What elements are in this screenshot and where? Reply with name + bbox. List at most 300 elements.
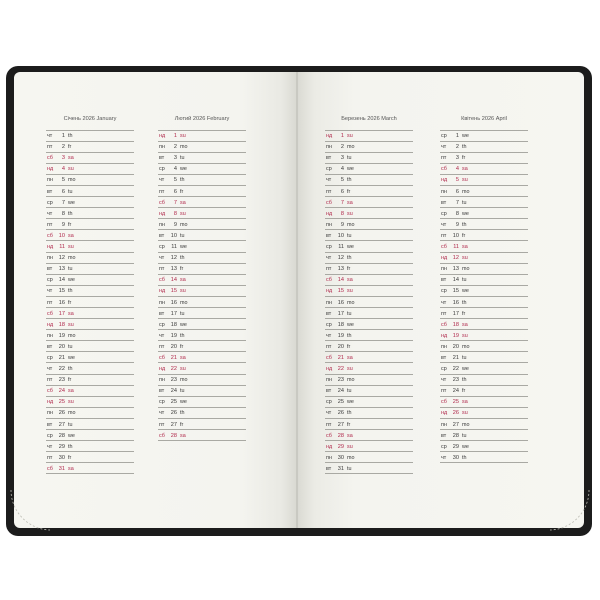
weekday-ua: нд bbox=[47, 166, 54, 173]
weekday-ua: пн bbox=[441, 266, 447, 273]
day-row bbox=[158, 286, 246, 297]
day-row bbox=[158, 253, 246, 264]
day-number: 2 bbox=[340, 144, 344, 151]
weekday-ua: чт bbox=[47, 133, 53, 140]
day-number: 18 bbox=[337, 321, 344, 328]
day-row bbox=[46, 153, 134, 164]
day-number: 1 bbox=[173, 133, 177, 140]
weekday-en: su bbox=[462, 255, 468, 262]
weekday-en: sa bbox=[68, 232, 74, 239]
weekday-en: su bbox=[180, 210, 186, 217]
weekday-en: fr bbox=[68, 377, 72, 384]
day-number: 31 bbox=[58, 465, 65, 472]
weekday-en: we bbox=[180, 321, 187, 328]
day-row bbox=[46, 330, 134, 341]
day-row bbox=[46, 253, 134, 264]
page-corner-left bbox=[8, 488, 54, 534]
day-number: 1 bbox=[61, 133, 65, 140]
day-row bbox=[325, 430, 413, 441]
weekday-ua: чт bbox=[441, 299, 447, 306]
weekday-en: tu bbox=[462, 277, 467, 284]
weekday-en: mo bbox=[462, 421, 470, 428]
day-number: 30 bbox=[58, 454, 65, 461]
day-number: 16 bbox=[452, 299, 459, 306]
day-row bbox=[46, 308, 134, 319]
weekday-ua: вт bbox=[326, 155, 332, 162]
day-number: 9 bbox=[455, 221, 459, 228]
weekday-ua: чт bbox=[47, 210, 53, 217]
day-number: 4 bbox=[61, 166, 65, 173]
weekday-ua: вт bbox=[326, 465, 332, 472]
day-number: 25 bbox=[58, 399, 65, 406]
weekday-ua: ср bbox=[159, 166, 165, 173]
day-number: 3 bbox=[173, 155, 177, 162]
weekday-en: fr bbox=[347, 343, 351, 350]
day-row bbox=[46, 408, 134, 419]
day-number: 22 bbox=[337, 366, 344, 373]
day-row bbox=[46, 430, 134, 441]
day-row bbox=[440, 308, 528, 319]
day-number: 28 bbox=[170, 432, 177, 439]
weekday-ua: пн bbox=[47, 410, 53, 417]
day-number: 1 bbox=[340, 133, 344, 140]
day-number: 30 bbox=[337, 454, 344, 461]
day-row bbox=[440, 319, 528, 330]
day-row bbox=[158, 386, 246, 397]
weekday-en: mo bbox=[180, 221, 188, 228]
day-number: 2 bbox=[455, 144, 459, 151]
day-row bbox=[325, 197, 413, 208]
day-number: 25 bbox=[452, 399, 459, 406]
weekday-ua: пн bbox=[47, 177, 53, 184]
day-row bbox=[46, 452, 134, 463]
day-number: 9 bbox=[61, 221, 65, 228]
day-row bbox=[158, 319, 246, 330]
day-number: 7 bbox=[340, 199, 344, 206]
weekday-en: su bbox=[68, 166, 74, 173]
day-number: 17 bbox=[337, 310, 344, 317]
day-row bbox=[440, 164, 528, 175]
day-row bbox=[325, 463, 413, 474]
day-number: 28 bbox=[452, 432, 459, 439]
day-row bbox=[158, 197, 246, 208]
weekday-en: tu bbox=[68, 343, 73, 350]
weekday-ua: вт bbox=[159, 232, 165, 239]
weekday-en: fr bbox=[347, 421, 351, 428]
day-number: 14 bbox=[170, 277, 177, 284]
day-number: 8 bbox=[340, 210, 344, 217]
weekday-en: we bbox=[462, 288, 469, 295]
day-row bbox=[325, 230, 413, 241]
weekday-en: sa bbox=[462, 399, 468, 406]
day-row bbox=[158, 419, 246, 430]
weekday-en: su bbox=[180, 288, 186, 295]
day-number: 12 bbox=[58, 255, 65, 262]
weekday-en: we bbox=[462, 210, 469, 217]
day-number: 18 bbox=[58, 321, 65, 328]
weekday-ua: пн bbox=[47, 332, 53, 339]
day-row bbox=[158, 208, 246, 219]
weekday-en: su bbox=[347, 366, 353, 373]
day-number: 9 bbox=[173, 221, 177, 228]
weekday-en: we bbox=[462, 133, 469, 140]
day-number: 1 bbox=[455, 133, 459, 140]
weekday-ua: ср bbox=[47, 432, 53, 439]
weekday-ua: чт bbox=[441, 377, 447, 384]
weekday-ua: вт bbox=[159, 155, 165, 162]
weekday-ua: чт bbox=[47, 288, 53, 295]
day-number: 11 bbox=[453, 244, 459, 251]
day-number: 15 bbox=[170, 288, 177, 295]
weekday-en: th bbox=[180, 255, 185, 262]
day-row bbox=[325, 363, 413, 374]
weekday-en: mo bbox=[462, 266, 470, 273]
weekday-en: fr bbox=[462, 232, 466, 239]
day-row bbox=[46, 208, 134, 219]
day-row bbox=[440, 397, 528, 408]
weekday-ua: пн bbox=[326, 144, 332, 151]
day-number: 13 bbox=[452, 266, 459, 273]
weekday-en: sa bbox=[68, 310, 74, 317]
weekday-ua: вт bbox=[159, 388, 165, 395]
weekday-ua: сб bbox=[47, 232, 53, 239]
day-row bbox=[440, 230, 528, 241]
weekday-ua: пн bbox=[159, 144, 165, 151]
day-number: 18 bbox=[452, 321, 459, 328]
day-row bbox=[158, 408, 246, 419]
day-row bbox=[46, 419, 134, 430]
day-number: 17 bbox=[452, 310, 459, 317]
weekday-en: sa bbox=[180, 354, 186, 361]
day-number: 29 bbox=[58, 443, 65, 450]
day-row bbox=[440, 275, 528, 286]
weekday-ua: чт bbox=[47, 443, 53, 450]
weekday-en: we bbox=[347, 244, 354, 251]
weekday-ua: нд bbox=[326, 443, 333, 450]
weekday-ua: пт bbox=[47, 144, 53, 151]
day-row bbox=[46, 264, 134, 275]
day-row bbox=[325, 419, 413, 430]
weekday-en: mo bbox=[68, 255, 76, 262]
weekday-ua: чт bbox=[441, 454, 447, 461]
weekday-ua: нд bbox=[47, 399, 54, 406]
day-number: 15 bbox=[337, 288, 344, 295]
weekday-en: fr bbox=[68, 221, 72, 228]
weekday-ua: нд bbox=[159, 366, 166, 373]
weekday-en: mo bbox=[347, 221, 355, 228]
weekday-en: tu bbox=[347, 155, 352, 162]
weekday-en: th bbox=[180, 332, 185, 339]
weekday-en: we bbox=[347, 166, 354, 173]
day-row bbox=[158, 363, 246, 374]
day-row bbox=[325, 175, 413, 186]
day-number: 2 bbox=[173, 144, 177, 151]
day-row bbox=[325, 452, 413, 463]
day-number: 11 bbox=[338, 244, 344, 251]
weekday-ua: пт bbox=[47, 299, 53, 306]
weekday-en: fr bbox=[180, 343, 184, 350]
weekday-en: tu bbox=[462, 432, 467, 439]
day-row bbox=[440, 175, 528, 186]
weekday-ua: нд bbox=[326, 210, 333, 217]
day-number: 25 bbox=[170, 399, 177, 406]
day-row bbox=[440, 363, 528, 374]
weekday-ua: чт bbox=[159, 332, 165, 339]
weekday-ua: ср bbox=[47, 354, 53, 361]
weekday-ua: сб bbox=[326, 432, 332, 439]
weekday-ua: пт bbox=[326, 188, 332, 195]
day-number: 12 bbox=[170, 255, 177, 262]
weekday-ua: пт bbox=[159, 343, 165, 350]
month-title: Лютий 2026 February bbox=[174, 116, 230, 122]
day-row bbox=[325, 208, 413, 219]
day-row bbox=[325, 441, 413, 452]
weekday-ua: нд bbox=[441, 177, 448, 184]
weekday-en: fr bbox=[180, 188, 184, 195]
day-row bbox=[158, 275, 246, 286]
day-number: 5 bbox=[173, 177, 177, 184]
weekday-ua: вт bbox=[326, 232, 332, 239]
weekday-ua: ср bbox=[159, 244, 165, 251]
weekday-ua: нд bbox=[159, 288, 166, 295]
weekday-ua: сб bbox=[326, 199, 332, 206]
day-row bbox=[440, 131, 528, 142]
day-number: 31 bbox=[337, 465, 344, 472]
day-row bbox=[46, 275, 134, 286]
weekday-en: sa bbox=[68, 465, 74, 472]
day-number: 29 bbox=[337, 443, 344, 450]
weekday-en: mo bbox=[68, 177, 76, 184]
day-number: 21 bbox=[58, 354, 65, 361]
day-row bbox=[46, 186, 134, 197]
weekday-en: tu bbox=[347, 465, 352, 472]
day-number: 22 bbox=[58, 366, 65, 373]
day-number: 26 bbox=[58, 410, 65, 417]
day-number: 11 bbox=[171, 244, 177, 251]
weekday-ua: пн bbox=[159, 221, 165, 228]
weekday-en: mo bbox=[68, 332, 76, 339]
day-number: 24 bbox=[58, 388, 65, 395]
weekday-ua: вт bbox=[159, 310, 165, 317]
weekday-en: sa bbox=[68, 388, 74, 395]
day-row bbox=[440, 375, 528, 386]
weekday-ua: чт bbox=[47, 366, 53, 373]
weekday-ua: чт bbox=[326, 410, 332, 417]
weekday-ua: пн bbox=[159, 299, 165, 306]
day-row bbox=[325, 153, 413, 164]
day-number: 14 bbox=[58, 277, 65, 284]
weekday-en: th bbox=[347, 410, 352, 417]
day-row bbox=[158, 375, 246, 386]
day-number: 26 bbox=[170, 410, 177, 417]
day-row bbox=[46, 319, 134, 330]
day-number: 18 bbox=[170, 321, 177, 328]
weekday-en: su bbox=[68, 399, 74, 406]
weekday-en: we bbox=[68, 354, 75, 361]
weekday-ua: нд bbox=[326, 366, 333, 373]
day-row bbox=[46, 352, 134, 363]
day-number: 19 bbox=[337, 332, 344, 339]
day-number: 3 bbox=[61, 155, 65, 162]
weekday-en: tu bbox=[347, 232, 352, 239]
weekday-en: th bbox=[347, 332, 352, 339]
day-row bbox=[325, 297, 413, 308]
weekday-ua: пт bbox=[47, 377, 53, 384]
day-number: 21 bbox=[452, 354, 459, 361]
weekday-ua: чт bbox=[159, 410, 165, 417]
day-row bbox=[440, 441, 528, 452]
weekday-en: th bbox=[68, 133, 73, 140]
day-number: 28 bbox=[58, 432, 65, 439]
weekday-en: fr bbox=[462, 388, 466, 395]
weekday-ua: пн bbox=[326, 377, 332, 384]
weekday-en: th bbox=[68, 288, 73, 295]
weekday-en: tu bbox=[347, 388, 352, 395]
weekday-en: mo bbox=[68, 410, 76, 417]
day-number: 23 bbox=[58, 377, 65, 384]
weekday-en: mo bbox=[347, 454, 355, 461]
day-number: 25 bbox=[337, 399, 344, 406]
day-number: 15 bbox=[58, 288, 65, 295]
weekday-ua: чт bbox=[159, 177, 165, 184]
day-number: 20 bbox=[170, 343, 177, 350]
weekday-ua: сб bbox=[47, 465, 53, 472]
weekday-ua: нд bbox=[326, 288, 333, 295]
weekday-ua: сб bbox=[441, 399, 447, 406]
weekday-ua: вт bbox=[441, 277, 447, 284]
day-row bbox=[440, 341, 528, 352]
weekday-en: we bbox=[347, 399, 354, 406]
day-number: 21 bbox=[337, 354, 344, 361]
day-row bbox=[158, 264, 246, 275]
day-row bbox=[158, 219, 246, 230]
weekday-ua: сб bbox=[47, 388, 53, 395]
weekday-ua: ср bbox=[441, 210, 447, 217]
weekday-en: we bbox=[180, 244, 187, 251]
weekday-en: su bbox=[68, 321, 74, 328]
weekday-en: su bbox=[462, 410, 468, 417]
weekday-ua: пн bbox=[47, 255, 53, 262]
weekday-ua: пт bbox=[441, 310, 447, 317]
weekday-en: we bbox=[180, 166, 187, 173]
weekday-ua: ср bbox=[47, 277, 53, 284]
weekday-en: sa bbox=[462, 321, 468, 328]
day-row bbox=[440, 408, 528, 419]
weekday-en: sa bbox=[462, 166, 468, 173]
weekday-ua: вт bbox=[47, 188, 53, 195]
day-number: 4 bbox=[340, 166, 344, 173]
weekday-ua: сб bbox=[441, 166, 447, 173]
day-row bbox=[325, 142, 413, 153]
day-row bbox=[325, 241, 413, 252]
weekday-en: tu bbox=[462, 354, 467, 361]
day-row bbox=[440, 253, 528, 264]
day-row bbox=[158, 131, 246, 142]
weekday-ua: вт bbox=[326, 388, 332, 395]
weekday-ua: сб bbox=[159, 199, 165, 206]
day-row bbox=[158, 430, 246, 441]
day-row bbox=[46, 441, 134, 452]
day-number: 7 bbox=[455, 199, 459, 206]
weekday-ua: нд bbox=[441, 255, 448, 262]
day-row bbox=[158, 341, 246, 352]
weekday-en: tu bbox=[347, 310, 352, 317]
day-number: 14 bbox=[452, 277, 459, 284]
day-number: 4 bbox=[455, 166, 459, 173]
weekday-ua: ср bbox=[441, 443, 447, 450]
day-row bbox=[158, 142, 246, 153]
weekday-ua: пт bbox=[159, 421, 165, 428]
weekday-en: th bbox=[462, 454, 467, 461]
weekday-ua: чт bbox=[326, 332, 332, 339]
day-row bbox=[46, 142, 134, 153]
day-number: 23 bbox=[170, 377, 177, 384]
day-number: 10 bbox=[452, 232, 459, 239]
day-number: 16 bbox=[170, 299, 177, 306]
day-number: 17 bbox=[58, 310, 65, 317]
weekday-ua: пн bbox=[441, 343, 447, 350]
weekday-en: mo bbox=[180, 144, 188, 151]
day-row bbox=[325, 408, 413, 419]
weekday-ua: сб bbox=[47, 310, 53, 317]
day-row bbox=[46, 197, 134, 208]
weekday-en: mo bbox=[462, 343, 470, 350]
weekday-ua: сб bbox=[441, 321, 447, 328]
weekday-ua: нд bbox=[159, 210, 166, 217]
weekday-ua: сб bbox=[441, 244, 447, 251]
day-row bbox=[440, 197, 528, 208]
day-number: 5 bbox=[455, 177, 459, 184]
weekday-en: mo bbox=[347, 299, 355, 306]
day-row bbox=[158, 308, 246, 319]
weekday-ua: нд bbox=[441, 332, 448, 339]
weekday-ua: нд bbox=[47, 244, 54, 251]
weekday-ua: чт bbox=[326, 255, 332, 262]
weekday-en: sa bbox=[347, 277, 353, 284]
weekday-ua: вт bbox=[441, 432, 447, 439]
weekday-ua: нд bbox=[441, 410, 448, 417]
day-row bbox=[440, 142, 528, 153]
weekday-en: fr bbox=[68, 454, 72, 461]
day-number: 7 bbox=[173, 199, 177, 206]
weekday-en: we bbox=[462, 366, 469, 373]
weekday-en: sa bbox=[347, 354, 353, 361]
day-number: 17 bbox=[170, 310, 177, 317]
day-row bbox=[46, 230, 134, 241]
day-number: 6 bbox=[173, 188, 177, 195]
day-row bbox=[46, 363, 134, 374]
weekday-en: th bbox=[68, 210, 73, 217]
weekday-ua: ср bbox=[326, 321, 332, 328]
day-number: 16 bbox=[58, 299, 65, 306]
day-number: 27 bbox=[337, 421, 344, 428]
day-number: 5 bbox=[340, 177, 344, 184]
weekday-en: th bbox=[462, 221, 467, 228]
day-number: 19 bbox=[170, 332, 177, 339]
day-number: 8 bbox=[173, 210, 177, 217]
weekday-ua: ср bbox=[159, 321, 165, 328]
weekday-en: mo bbox=[347, 377, 355, 384]
day-row bbox=[325, 308, 413, 319]
day-number: 8 bbox=[61, 210, 65, 217]
weekday-ua: нд bbox=[326, 133, 333, 140]
day-row bbox=[325, 275, 413, 286]
day-number: 22 bbox=[170, 366, 177, 373]
weekday-ua: вт bbox=[47, 266, 53, 273]
weekday-ua: чт bbox=[441, 144, 447, 151]
weekday-en: fr bbox=[68, 299, 72, 306]
day-number: 10 bbox=[337, 232, 344, 239]
